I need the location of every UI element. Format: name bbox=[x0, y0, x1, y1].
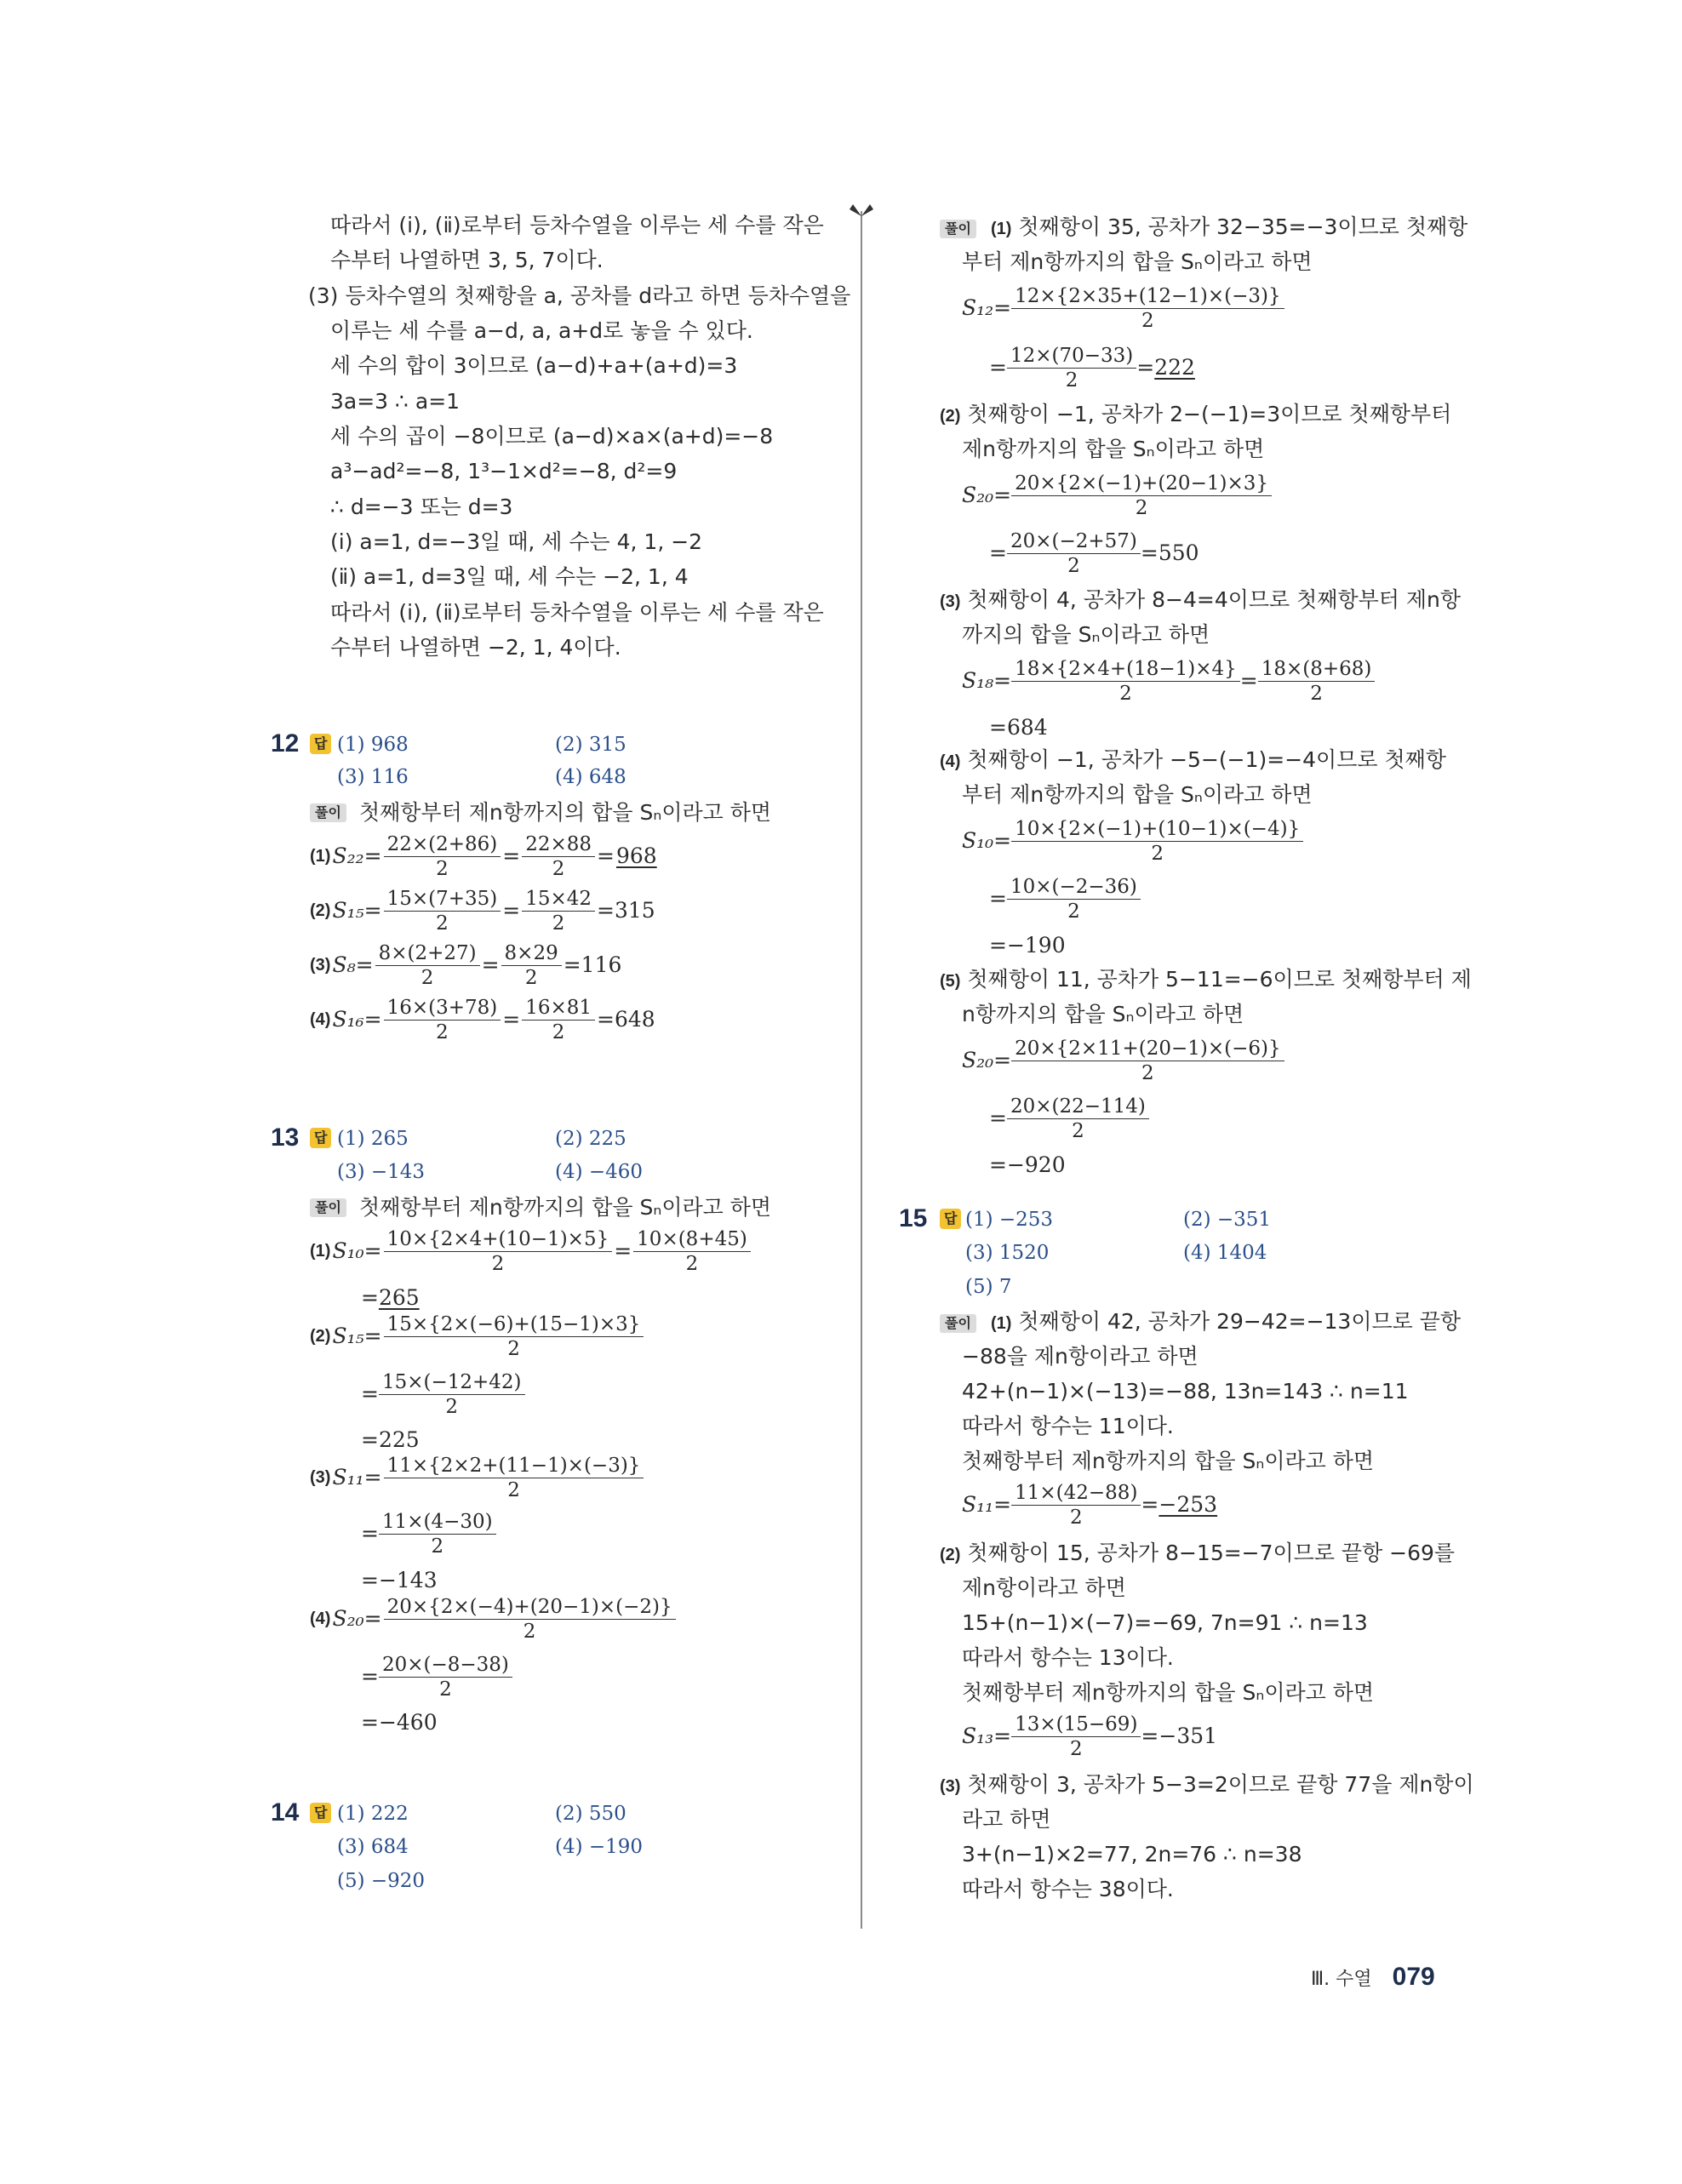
text-line: 수부터 나열하면 3, 5, 7이다. bbox=[330, 248, 604, 272]
text-line: 15+(n−1)×(−7)=−69, 7n=91 ∴ n=13 bbox=[962, 1610, 1368, 1635]
answer-item: (1) 968 bbox=[337, 734, 409, 756]
subpart-tag: (4) bbox=[310, 1609, 331, 1628]
equation-result: =315 bbox=[597, 898, 655, 923]
text-line: (ⅰ) a=1, d=−3일 때, 세 수는 4, 1, −2 bbox=[330, 529, 703, 554]
answer-item: (3) 1520 bbox=[965, 1242, 1050, 1264]
solution-badge: 풀이 bbox=[940, 220, 976, 238]
page-number: 079 bbox=[1392, 1963, 1435, 1991]
fraction: $\frac{13\times(15-69)}{2}$ bbox=[1011, 1712, 1141, 1761]
equation-row: = $\frac{10\times(-2-36)}{2}$ bbox=[989, 873, 1141, 924]
equation-row: = $\frac{20\times(-2+57)}{2}$ =550 bbox=[989, 529, 1199, 577]
fraction: $\frac{10\times(8+45)}{2}$ bbox=[633, 1227, 751, 1276]
equation-lhs: S₁₅= bbox=[332, 898, 382, 923]
fraction: $\frac{18\times\{2\times 4+(18-1)\times 4\}}{2}$ bbox=[1011, 657, 1240, 706]
subpart-tag: (3) bbox=[310, 955, 331, 975]
answer-item: (4) −190 bbox=[555, 1836, 644, 1858]
text-line: 제n항까지의 합을 Sₙ이라고 하면 bbox=[962, 437, 1265, 461]
solution-badge: 풀이 bbox=[940, 1314, 976, 1333]
answer-item: (3) −143 bbox=[337, 1161, 426, 1183]
fraction: $\frac{15\times 42}{2}$ bbox=[522, 887, 595, 935]
answer-item: (1) 265 bbox=[337, 1128, 409, 1150]
text-line: 첫째항부터 제n항까지의 합을 Sₙ이라고 하면 bbox=[962, 1680, 1375, 1705]
fraction: $\frac{8\times(2+27)}{2}$ bbox=[375, 941, 480, 990]
fraction: $\frac{15\times\{2\times(-6)+(15-1)\times 3\}}{2}$ bbox=[384, 1312, 644, 1361]
answer-item: (2) 550 bbox=[555, 1803, 626, 1825]
equation-row: = $\frac{20\times(22-114)}{2}$ bbox=[989, 1093, 1149, 1144]
equation-result: =−920 bbox=[989, 1152, 1066, 1177]
subpart-tag: (3) bbox=[310, 1467, 331, 1487]
text-line: n항까지의 합을 Sₙ이라고 하면 bbox=[962, 1002, 1244, 1026]
text-line: (3) 첫째항이 3, 공차가 5−3=2이므로 끝항 77을 제n항이 bbox=[940, 1772, 1474, 1797]
text-line: 부터 제n항까지의 합을 Sₙ이라고 하면 bbox=[962, 782, 1313, 807]
fraction: $\frac{8\times 29}{2}$ bbox=[501, 941, 562, 990]
answer-item: (4) 648 bbox=[555, 766, 626, 788]
equation-row: S₂₀= $\frac{20\times\{2\times(-1)+(20-1)\times 3\}}{2}$ bbox=[962, 470, 1272, 521]
equation-row: S₁₀= $\frac{10\times\{2\times(-1)+(10-1)\times(-4)\}}{2}$ bbox=[962, 815, 1303, 866]
fraction: $\frac{20\times\{2\times(-4)+(20-1)\times(-2)\}}{2}$ bbox=[384, 1595, 676, 1644]
answer-item: (4) 1404 bbox=[1183, 1242, 1267, 1264]
fraction: $\frac{15\times(7+35)}{2}$ bbox=[384, 887, 501, 935]
equation-result: =684 bbox=[989, 715, 1048, 740]
text-line: 3a=3 ∴ a=1 bbox=[330, 389, 461, 414]
subpart-tag: (2) bbox=[310, 1326, 331, 1346]
equation-row: (1) S₁₀= $\frac{10\times\{2\times 4+(10-1)\times 5\}}{2}$ = $\frac{10\times(8+45)}{2}$ bbox=[310, 1226, 751, 1277]
text-line: (5) 첫째항이 11, 공차가 5−11=−6이므로 첫째항부터 제 bbox=[940, 967, 1472, 992]
equation-row: = $\frac{15\times(-12+42)}{2}$ bbox=[361, 1369, 525, 1420]
equation-row: (4) S₁₆= $\frac{16\times(3+78)}{2}$ = $\frac{16\times 81}{2}$ =648 bbox=[310, 996, 655, 1043]
fraction: $\frac{12\times(70-33)}{2}$ bbox=[1007, 344, 1136, 392]
problem-number: 15 bbox=[899, 1204, 928, 1232]
answer-item: (3) 116 bbox=[337, 766, 409, 788]
text-line: 이루는 세 수를 a−d, a, a+d로 놓을 수 있다. bbox=[330, 318, 753, 343]
text-line: 까지의 합을 Sₙ이라고 하면 bbox=[962, 622, 1210, 647]
equation-row: S₁₈= $\frac{18\times\{2\times 4+(18-1)\times 4\}}{2}$ = $\frac{18\times(8+68)}{2}$ bbox=[962, 655, 1375, 706]
solution-intro: 첫째항부터 제n항까지의 합을 Sₙ이라고 하면 bbox=[359, 800, 772, 825]
fraction: $\frac{15\times(-12+42)}{2}$ bbox=[379, 1370, 525, 1419]
fraction: $\frac{10\times\{2\times(-1)+(10-1)\times(-4)\}}{2}$ bbox=[1011, 817, 1303, 866]
answer-badge: 답 bbox=[310, 734, 331, 754]
text-line: 따라서 항수는 11이다. bbox=[962, 1414, 1174, 1438]
answer-item: (5) −920 bbox=[337, 1870, 426, 1892]
equation-row: S₁₂= $\frac{12\times\{2\times 35+(12-1)\times(-3)\}}{2}$ bbox=[962, 283, 1284, 334]
answer-item: (4) −460 bbox=[555, 1161, 644, 1183]
text-line: (3) 등차수열의 첫째항을 a, 공차를 d라고 하면 등차수열을 bbox=[308, 283, 851, 308]
problem-number: 12 bbox=[271, 729, 300, 758]
equation-row: = $\frac{11\times(4-30)}{2}$ bbox=[361, 1508, 496, 1559]
answer-item: (3) 684 bbox=[337, 1836, 409, 1858]
answer-badge: 답 bbox=[940, 1209, 961, 1229]
equation-result: =−190 bbox=[989, 933, 1066, 958]
fraction: $\frac{16\times(3+78)}{2}$ bbox=[384, 996, 501, 1044]
flag-icon bbox=[848, 203, 875, 221]
text-line: 제n항이라고 하면 bbox=[962, 1575, 1126, 1600]
text-line: 첫째항부터 제n항까지의 합을 Sₙ이라고 하면 bbox=[962, 1449, 1375, 1473]
fraction: $\frac{11\times(42-88)}{2}$ bbox=[1011, 1481, 1141, 1529]
text-line: −88을 제n항이라고 하면 bbox=[962, 1344, 1199, 1369]
equation-result: =116 bbox=[563, 952, 622, 977]
equation-row: S₁₁= $\frac{11\times(42-88)}{2}$ = −253 bbox=[962, 1481, 1218, 1529]
text-line: (ⅱ) a=1, d=3일 때, 세 수는 −2, 1, 4 bbox=[330, 564, 689, 589]
fraction: $\frac{20\times(-8-38)}{2}$ bbox=[379, 1653, 512, 1701]
equation-row: = $\frac{20\times(-8-38)}{2}$ bbox=[361, 1651, 512, 1702]
fraction: $\frac{22\times 88}{2}$ bbox=[522, 832, 595, 881]
column-divider bbox=[861, 211, 862, 1929]
equation-lhs: S₂₀= bbox=[332, 1606, 382, 1631]
equation-row: S₂₀= $\frac{20\times\{2\times 11+(20-1)\times(-6)\}}{2}$ bbox=[962, 1035, 1284, 1086]
problem-number: 14 bbox=[271, 1798, 300, 1827]
fraction: $\frac{16\times 81}{2}$ bbox=[522, 996, 595, 1044]
equation-row bbox=[310, 1452, 644, 1503]
solution-badge: 풀이 bbox=[310, 1198, 346, 1217]
solution-intro: 첫째항부터 제n항까지의 합을 Sₙ이라고 하면 bbox=[359, 1195, 772, 1220]
equation-row bbox=[310, 1311, 644, 1362]
problem-number: 13 bbox=[271, 1123, 300, 1152]
fraction: $\frac{11\times\{2\times 2+(11-1)\times(-3)\}}{2}$ bbox=[384, 1454, 644, 1502]
fraction: $\frac{10\times\{2\times 4+(10-1)\times 5\}}{2}$ bbox=[384, 1227, 613, 1276]
equation-result: 968 bbox=[615, 843, 657, 868]
equation-result: =265 bbox=[361, 1285, 420, 1310]
text-line: 따라서 (ⅰ), (ⅱ)로부터 등차수열을 이루는 세 수를 작은 bbox=[330, 600, 824, 625]
text-line: (2) 첫째항이 15, 공차가 8−15=−7이므로 끝항 −69를 bbox=[940, 1541, 1456, 1565]
answer-badge: 답 bbox=[310, 1128, 331, 1148]
answer-item: (2) 225 bbox=[555, 1128, 626, 1150]
answer-item: (2) 315 bbox=[555, 734, 626, 756]
equation-lhs: S₁₆= bbox=[332, 1007, 382, 1032]
text-line: 세 수의 곱이 −8이므로 (a−d)×a×(a+d)=−8 bbox=[330, 424, 774, 449]
text-line: (4) 첫째항이 −1, 공차가 −5−(−1)=−4이므로 첫째항 bbox=[940, 747, 1446, 772]
text-line: ∴ d=−3 또는 d=3 bbox=[330, 495, 513, 519]
subpart-tag: (1) bbox=[310, 846, 331, 866]
text-line: 따라서 항수는 38이다. bbox=[962, 1877, 1174, 1901]
equation-lhs: S₁₀= bbox=[332, 1238, 382, 1263]
equation-result: =−143 bbox=[361, 1568, 438, 1592]
answer-badge: 답 bbox=[310, 1803, 331, 1823]
solution-badge: 풀이 bbox=[310, 803, 346, 822]
subpart-tag: (2) bbox=[310, 900, 331, 920]
page-footer bbox=[1311, 1963, 1435, 1992]
answer-item: (1) −253 bbox=[965, 1209, 1054, 1231]
fraction: $\frac{20\times\{2\times(-1)+(20-1)\times 3\}}{2}$ bbox=[1011, 472, 1272, 520]
equation-result: =−460 bbox=[361, 1710, 438, 1735]
fraction: $\frac{20\times(-2+57)}{2}$ bbox=[1007, 529, 1141, 578]
fraction: $\frac{20\times(22-114)}{2}$ bbox=[1007, 1095, 1149, 1143]
answer-item: (2) −351 bbox=[1183, 1209, 1272, 1231]
text-line: 3+(n−1)×2=77, 2n=76 ∴ n=38 bbox=[962, 1842, 1302, 1867]
equation-row bbox=[310, 1593, 676, 1644]
equation-row: (3) S₈= $\frac{8\times(2+27)}{2}$ = $\frac{8\times 29}{2}$ =116 bbox=[310, 941, 622, 989]
section-label: Ⅲ. 수열 bbox=[1311, 1968, 1372, 1990]
fraction: $\frac{10\times(-2-36)}{2}$ bbox=[1007, 875, 1141, 923]
equation-lhs: S₂₂= bbox=[332, 843, 382, 868]
text-line: 따라서 (ⅰ), (ⅱ)로부터 등차수열을 이루는 세 수를 작은 bbox=[330, 213, 824, 237]
text-line: 라고 하면 bbox=[962, 1807, 1051, 1832]
equation-lhs: S₁₁= bbox=[332, 1465, 382, 1489]
equation-lhs: S₈= bbox=[332, 952, 374, 977]
text-line: 부터 제n항까지의 합을 Sₙ이라고 하면 bbox=[962, 249, 1313, 274]
equation-result: =225 bbox=[361, 1427, 420, 1452]
text-line: 42+(n−1)×(−13)=−88, 13n=143 ∴ n=11 bbox=[962, 1379, 1409, 1404]
equation-row: S₁₃= $\frac{13\times(15-69)}{2}$ =−351 bbox=[962, 1712, 1218, 1760]
fraction: $\frac{22\times(2+86)}{2}$ bbox=[384, 832, 501, 881]
equation-result: =648 bbox=[597, 1007, 655, 1032]
fraction: $\frac{20\times\{2\times 11+(20-1)\times(-6)\}}{2}$ bbox=[1011, 1037, 1284, 1085]
answer-item: (1) 222 bbox=[337, 1803, 409, 1825]
fraction: $\frac{11\times(4-30)}{2}$ bbox=[379, 1510, 496, 1558]
fraction: $\frac{18\times(8+68)}{2}$ bbox=[1258, 657, 1376, 706]
equation-row: (1) S₂₂= $\frac{22\times(2+86)}{2}$ = $\frac{22\times 88}{2}$ = 968 bbox=[310, 832, 657, 880]
equation-lhs: S₁₅= bbox=[332, 1324, 382, 1348]
answer-item: (5) 7 bbox=[965, 1276, 1012, 1298]
subpart-tag: (1) bbox=[310, 1241, 331, 1261]
text-line: 세 수의 합이 3이므로 (a−d)+a+(a+d)=3 bbox=[330, 353, 738, 378]
subpart-tag: (4) bbox=[310, 1009, 331, 1029]
equation-row: = $\frac{12\times(70-33)}{2}$ = 222 bbox=[989, 344, 1195, 392]
text-line: (2) 첫째항이 −1, 공차가 2−(−1)=3이므로 첫째항부터 bbox=[940, 402, 1452, 426]
fraction: $\frac{12\times\{2\times 35+(12-1)\times(-3)\}}{2}$ bbox=[1011, 284, 1284, 333]
equation-row: (2) S₁₅= $\frac{15\times(7+35)}{2}$ = $\frac{15\times 42}{2}$ =315 bbox=[310, 887, 655, 935]
text-line: 수부터 나열하면 −2, 1, 4이다. bbox=[330, 635, 621, 660]
text-line: (1) 첫째항이 35, 공차가 32−35=−3이므로 첫째항 bbox=[991, 214, 1468, 239]
text-line: (3) 첫째항이 4, 공차가 8−4=4이므로 첫째항부터 제n항 bbox=[940, 587, 1462, 612]
text-line: (1) 첫째항이 42, 공차가 29−42=−13이므로 끝항 bbox=[991, 1309, 1462, 1334]
text-line: 따라서 항수는 13이다. bbox=[962, 1645, 1174, 1670]
text-line: a³−ad²=−8, 1³−1×d²=−8, d²=9 bbox=[330, 459, 678, 483]
